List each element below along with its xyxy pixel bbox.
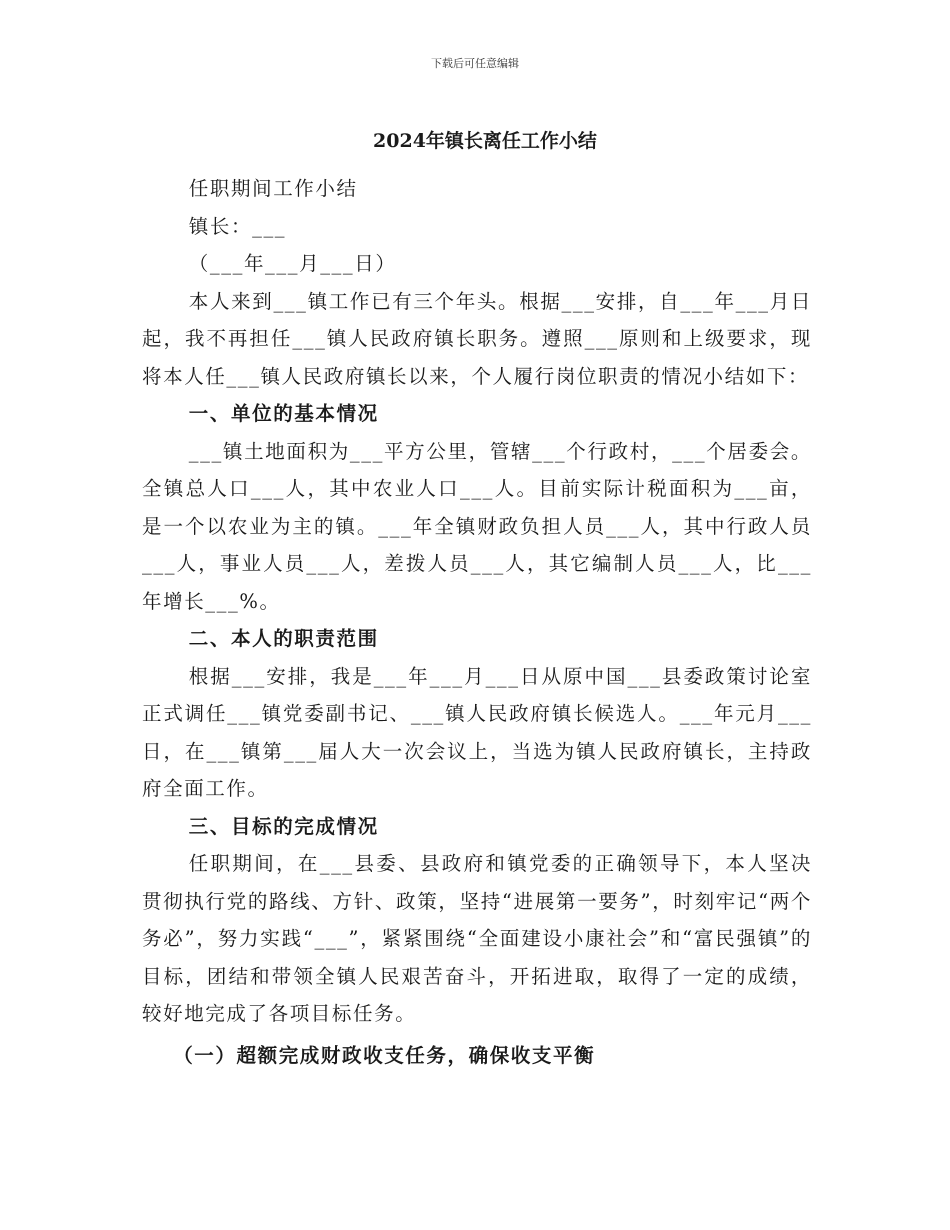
paragraph-basic-info: ___镇土地面积为___平方公里，管辖___个行政村，___个居委会。全镇总人口___人，其中农业人口___人。目前实际计税面积为___亩，是一个以农业为主的镇。___年全镇财政负担人员___人，其中行政人员___人，事业人员___人，差拨人员___人，其它编制人员___人，比___年增长___%。 xyxy=(142,439,812,613)
subsection-heading-1: （一）超额完成财政收支任务，确保收支平衡 xyxy=(173,1043,596,1067)
paragraph-intro: 本人来到___镇工作已有三个年头。根据___安排，自___年___月日起，我不再担任___镇人民政府镇长职务。遵照___原则和上级要求，现将本人任___镇人民政府镇长以来，个人履行岗位职责的情况小结如下： xyxy=(142,289,812,388)
section-heading-3: 三、目标的完成情况 xyxy=(188,814,379,838)
document-title: 2024年镇长离任工作小结 xyxy=(373,130,597,152)
section-heading-2: 二、本人的职责范围 xyxy=(188,627,379,650)
header-note: 下载后可任意编辑 xyxy=(431,57,519,70)
paragraph-duties: 根据___安排，我是___年___月___日从原中国___县委政策讨论室正式调任___镇党委副书记、___镇人民政府镇长候选人。___年元月___日，在___镇第___届人大一次会议上，当选为镇人民政府镇长，主持政府全面工作。 xyxy=(142,664,812,800)
paragraph-mayor: 镇长：___ xyxy=(188,214,287,238)
section-heading-1: 一、单位的基本情况 xyxy=(188,402,379,425)
paragraph-date: （___年___月___日） xyxy=(188,252,397,275)
paragraph-subtitle: 任职期间工作小结 xyxy=(188,177,358,200)
paragraph-goals: 任职期间，在___县委、县政府和镇党委的正确领导下，本人坚决贯彻执行党的路线、方针、政策，坚持“进展第一要务”，时刻牢记“两个务必”，努力实践“___”，紧紧围绕“全面建设小康社会”和“富民强镇”的目标，团结和带领全镇人民艰苦奋斗，开拓进取，取得了一定的成绩，较好地完成了各项目标任务。 xyxy=(142,852,812,1025)
document-body xyxy=(142,170,812,1074)
